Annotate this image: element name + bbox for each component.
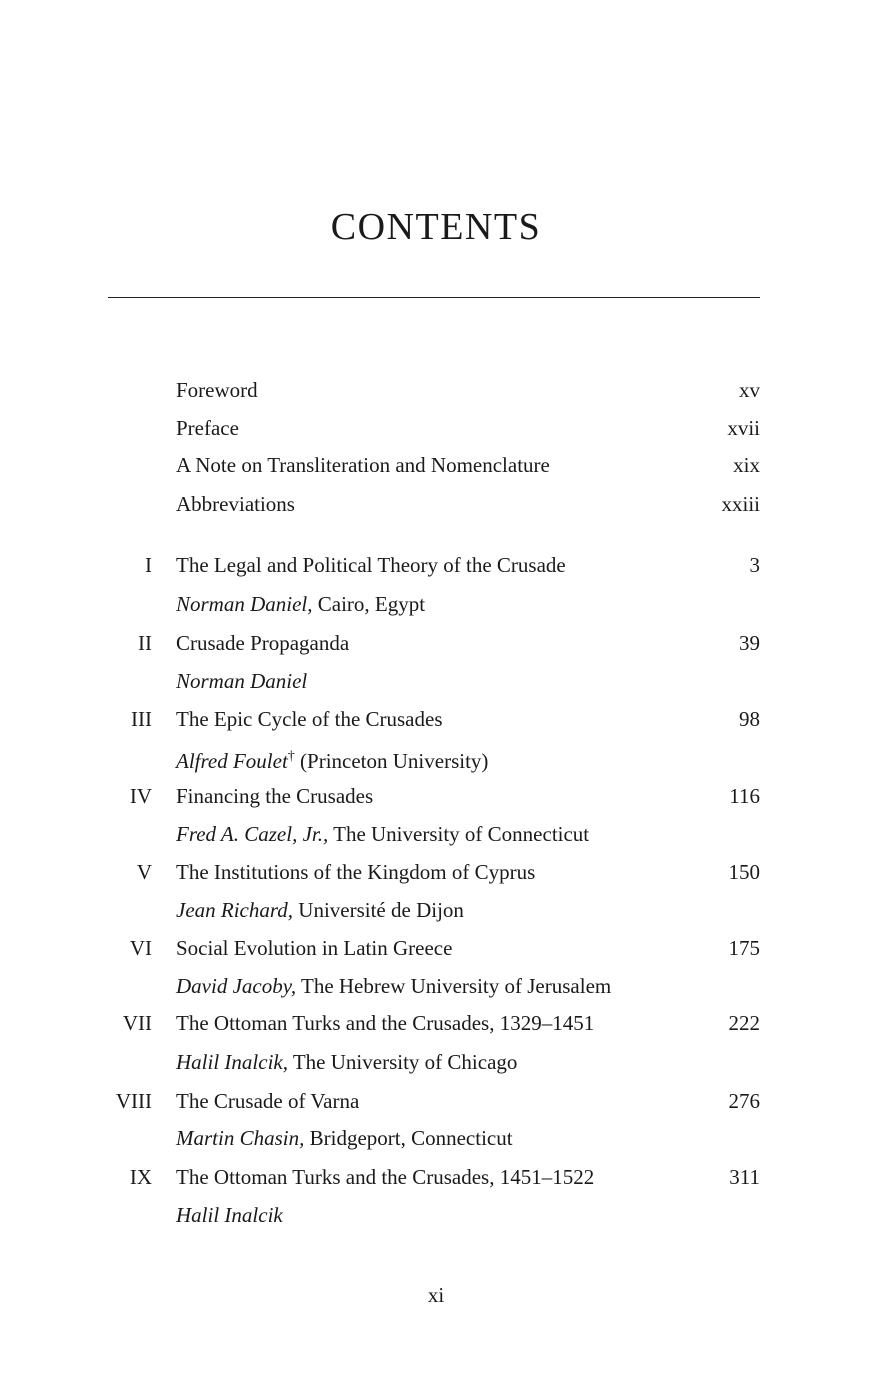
chapter-author-row <box>0 589 872 619</box>
chapter-author-row <box>0 895 872 925</box>
author-name: Halil Inalcik, <box>176 1050 288 1074</box>
chapter-numeral: III <box>131 707 152 731</box>
toc-entry-preface <box>0 413 872 443</box>
author-line <box>176 666 307 696</box>
author-name: Martin Chasin, <box>176 1126 305 1150</box>
chapter-row <box>0 1162 872 1192</box>
toc-entry-page: xvii <box>727 416 760 440</box>
chapter-page: 276 <box>728 1089 760 1113</box>
toc-entry-note <box>0 450 872 480</box>
toc-entry-abbreviations <box>0 489 872 519</box>
chapter-row <box>0 628 872 658</box>
author-name: Halil Inalcik <box>176 1203 283 1227</box>
author-affiliation: Cairo, Egypt <box>312 592 426 616</box>
author-affiliation: The University of Chicago <box>287 1050 518 1074</box>
author-name: Jean Richard, <box>176 898 294 922</box>
chapter-numeral: VII <box>122 1011 152 1035</box>
chapter-author-row <box>0 971 872 1001</box>
author-line <box>176 819 589 849</box>
chapter-page: 39 <box>739 631 760 655</box>
chapter-author-row <box>0 1047 872 1077</box>
chapter-numeral: V <box>136 860 152 884</box>
page-title: CONTENTS <box>330 206 542 248</box>
author-name: David Jacoby, <box>176 974 297 998</box>
chapter-page: 3 <box>749 553 760 577</box>
author-affiliation: The University of Connecticut <box>328 822 590 846</box>
chapter-title: Social Evolution in Latin Greece <box>176 936 453 960</box>
toc-entry-label: A Note on Transliteration and Nomenclature <box>176 453 550 477</box>
author-line <box>176 1200 283 1230</box>
chapter-page: 150 <box>728 860 760 884</box>
chapter-title: The Epic Cycle of the Crusades <box>176 707 443 731</box>
chapter-numeral: I <box>145 553 152 577</box>
author-name: Alfred Foulet <box>176 749 288 773</box>
chapter-author-row <box>0 819 872 849</box>
chapter-page: 98 <box>739 707 760 731</box>
chapter-row <box>0 781 872 811</box>
author-line <box>176 895 464 925</box>
chapter-author-row <box>0 1200 872 1230</box>
chapter-author-row <box>0 666 872 696</box>
chapter-row <box>0 933 872 963</box>
author-name: Norman Daniel <box>176 669 308 693</box>
author-name: Norman Daniel, <box>176 592 313 616</box>
chapter-title: The Legal and Political Theory of the Crusade <box>176 553 566 577</box>
chapter-author-row <box>0 1123 872 1153</box>
author-line <box>176 971 611 1001</box>
chapter-row <box>0 1086 872 1116</box>
author-line <box>176 1047 517 1077</box>
toc-entry-page: xxiii <box>721 492 760 516</box>
chapter-numeral: IX <box>129 1165 152 1189</box>
toc-entry-label: Preface <box>176 416 239 440</box>
toc-entry-label: Abbreviations <box>176 492 295 516</box>
chapter-page: 222 <box>728 1011 760 1035</box>
chapter-row <box>0 857 872 887</box>
author-line <box>176 589 425 619</box>
page-number: xi <box>427 1283 445 1307</box>
author-affiliation: Université de Dijon <box>293 898 464 922</box>
chapter-numeral: II <box>138 631 152 655</box>
chapter-title: Financing the Crusades <box>176 784 374 808</box>
chapter-numeral: VIII <box>115 1089 152 1113</box>
author-name: Fred A. Cazel, Jr., <box>176 822 329 846</box>
toc-entry-label: Foreword <box>176 378 258 402</box>
author-affiliation: Bridgeport, Connecticut <box>304 1126 513 1150</box>
toc-entry-page: xix <box>733 453 760 477</box>
title-rule <box>108 297 760 298</box>
dagger-mark: † <box>287 749 295 764</box>
chapter-page: 311 <box>729 1165 760 1189</box>
chapter-page: 116 <box>729 784 760 808</box>
author-affiliation: The Hebrew University of Jerusalem <box>296 974 612 998</box>
chapter-numeral: IV <box>129 784 152 808</box>
chapter-title: The Institutions of the Kingdom of Cyprus <box>176 860 536 884</box>
chapter-row <box>0 704 872 734</box>
chapter-numeral: VI <box>129 936 152 960</box>
chapter-title: The Ottoman Turks and the Crusades, 1329–1451 <box>176 1011 595 1035</box>
chapter-title: The Crusade of Varna <box>176 1089 360 1113</box>
chapter-row <box>0 550 872 580</box>
author-affiliation: (Princeton University) <box>294 749 489 773</box>
author-line <box>176 742 488 776</box>
chapter-author-row <box>0 742 872 772</box>
toc-entry-foreword <box>0 375 872 405</box>
chapter-row <box>0 1008 872 1038</box>
author-line <box>176 1123 513 1153</box>
chapter-title: Crusade Propaganda <box>176 631 350 655</box>
chapter-title: The Ottoman Turks and the Crusades, 1451–1522 <box>176 1165 595 1189</box>
chapter-page: 175 <box>728 936 760 960</box>
toc-entry-page: xv <box>739 378 760 402</box>
